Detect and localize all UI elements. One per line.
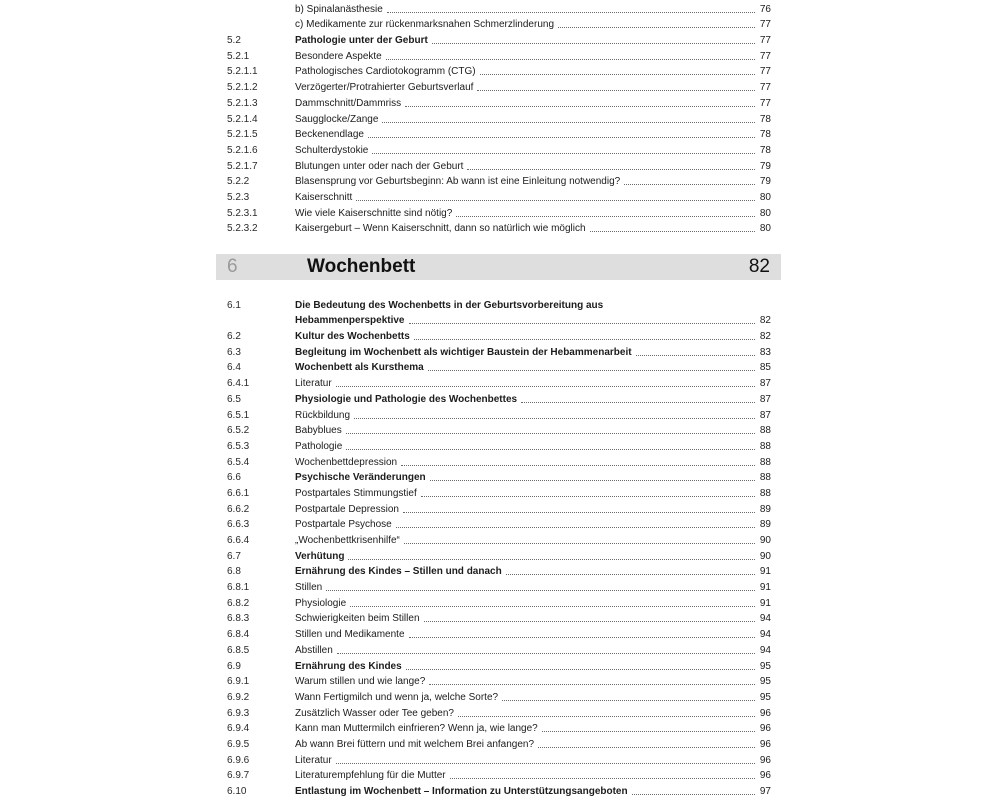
toc-entry — [227, 469, 771, 485]
toc-entry-number: 6.5 — [227, 393, 241, 405]
toc-entry — [227, 47, 771, 63]
toc-entry — [227, 594, 771, 610]
toc-entry-title: c) Medikamente zur rückenmarksnahen Schmerzlinderung — [295, 19, 555, 31]
toc-entry — [227, 563, 771, 579]
toc-entry — [227, 720, 771, 736]
toc-entry-page-number: 88 — [759, 487, 771, 499]
dot-leader — [368, 136, 755, 138]
toc-entry-page-number: 89 — [759, 519, 771, 531]
toc-entry-number: 6.8.2 — [227, 597, 250, 609]
dot-leader — [350, 605, 755, 607]
dot-leader — [632, 793, 755, 795]
toc-entry-page-number: 94 — [759, 613, 771, 625]
toc-entry — [227, 782, 771, 798]
toc-entry-number: 6.5.3 — [227, 440, 250, 452]
toc-entry-number: 6.8.4 — [227, 629, 250, 641]
toc-entry-page-number: 95 — [759, 676, 771, 688]
toc-entry-title: Pathologisches Cardiotokogramm (CTG) — [295, 66, 476, 78]
dot-leader — [386, 58, 755, 60]
toc-entry-page-number: 95 — [759, 691, 771, 703]
toc-entry-page-number: 78 — [759, 144, 771, 156]
toc-entry-number: 6.6.1 — [227, 487, 250, 499]
toc-entry-number: 5.2.1.3 — [227, 97, 258, 109]
toc-entry-title: Psychische Veränderungen — [295, 472, 426, 484]
dot-leader — [458, 715, 755, 717]
toc-entry-page-number: 76 — [759, 3, 771, 15]
toc-entry — [227, 547, 771, 563]
chapter-heading — [216, 254, 781, 280]
toc-entry-page-number: 85 — [759, 362, 771, 374]
toc-entry-page-number: 95 — [759, 660, 771, 672]
toc-entry-title: Schwierigkeiten beim Stillen — [295, 613, 420, 625]
toc-entry-title: Begleitung im Wochenbett als wichtiger Baustein der Hebammenarbeit — [295, 346, 632, 358]
toc-entry-page-number: 90 — [759, 550, 771, 562]
toc-entry-title: b) Spinalanästhesie — [295, 3, 383, 15]
toc-entry-page-number: 77 — [759, 19, 771, 31]
toc-entry-number: 6.6.3 — [227, 519, 250, 531]
toc-entry-page-number: 79 — [759, 160, 771, 172]
toc-entry-title: Babyblues — [295, 425, 342, 437]
toc-entry-number: 6.7 — [227, 550, 241, 562]
toc-entry-title: Blutungen unter oder nach der Geburt — [295, 160, 464, 172]
dot-leader — [590, 230, 755, 232]
toc-entry-page-number: 96 — [759, 770, 771, 782]
toc-entry-title: Literaturempfehlung für die Mutter — [295, 770, 446, 782]
toc-entry-title: Wie viele Kaiserschnitte sind nötig? — [295, 207, 453, 219]
toc-entry — [227, 641, 771, 657]
toc-entry — [227, 157, 771, 173]
toc-entry-page-number: 77 — [759, 66, 771, 78]
toc-entry — [227, 141, 771, 157]
toc-entry-title: Saugglocke/Zange — [295, 113, 379, 125]
dot-leader — [382, 121, 755, 123]
toc-entry-title: Kaisergeburt – Wenn Kaiserschnitt, dann so natürlich wie möglich — [295, 223, 586, 235]
toc-entry-page-number: 88 — [759, 456, 771, 468]
toc-entry-number: 6.4 — [227, 362, 241, 374]
dot-leader — [346, 432, 755, 434]
toc-section-chapter-6 — [227, 296, 771, 798]
toc-entry-title: Verzögerter/Protrahierter Geburtsverlauf — [295, 82, 474, 94]
dot-leader — [336, 385, 755, 387]
toc-entry — [227, 578, 771, 594]
toc-entry-number: 6.2 — [227, 331, 241, 343]
toc-entry-number: 6.4.1 — [227, 378, 250, 390]
toc-entry — [227, 374, 771, 390]
toc-entry — [227, 188, 771, 204]
toc-entry — [227, 500, 771, 516]
toc-entry — [227, 610, 771, 626]
toc-entry — [227, 531, 771, 547]
toc-entry-number: 5.2.1.4 — [227, 113, 258, 125]
toc-entry — [227, 359, 771, 375]
toc-entry-number: 6.6.4 — [227, 535, 250, 546]
toc-entry-title: Wochenbett als Kursthema — [295, 362, 424, 374]
toc-entry-number: 6.1 — [227, 299, 241, 311]
toc-entry-page-number: 96 — [759, 754, 771, 766]
dot-leader — [337, 652, 755, 654]
chapter-title: Wochenbett — [307, 256, 416, 277]
toc-entry-title: Ab wann Brei füttern und mit welchem Brei anfangen? — [295, 738, 535, 750]
toc-entry-number: 6.9.1 — [227, 676, 250, 688]
toc-entry-title: „Wochenbettkrisenhilfe“ — [295, 535, 400, 546]
toc-entry-title: Kaiserschnitt — [295, 191, 353, 203]
toc-entry — [227, 625, 771, 641]
toc-entry — [227, 484, 771, 500]
toc-entry-number: 5.2 — [227, 35, 241, 47]
toc-entry-title: Die Bedeutung des Wochenbetts in der Geburtsvorbereitung aus — [295, 299, 604, 311]
toc-entry-title: Abstillen — [295, 644, 333, 656]
toc-entry-title: Physiologie — [295, 597, 347, 609]
toc-entry-title: Wann Fertigmilch und wenn ja, welche Sorte? — [295, 691, 499, 703]
toc-entry-title: Wochenbettdepression — [295, 456, 398, 468]
toc-entry-page-number: 77 — [759, 97, 771, 109]
dot-leader — [348, 558, 755, 560]
toc-entry-number: 6.9.4 — [227, 723, 250, 735]
dot-leader — [424, 620, 755, 622]
toc-entry-number: 6.9.7 — [227, 770, 250, 782]
toc-entry-page-number: 88 — [759, 472, 771, 484]
toc-entry-title: Literatur — [295, 754, 332, 766]
dot-leader — [502, 699, 755, 701]
toc-entry-page-number: 78 — [759, 113, 771, 125]
toc-entry-title: Entlastung im Wochenbett – Information zu Unterstützungsangeboten — [295, 786, 628, 797]
dot-leader — [542, 730, 755, 732]
dot-leader — [467, 168, 755, 170]
toc-entry-page-number: 87 — [759, 393, 771, 405]
dot-leader — [401, 464, 755, 466]
toc-entry-title: Warum stillen und wie lange? — [295, 676, 426, 688]
toc-entry-title: Stillen — [295, 582, 323, 594]
dot-leader — [477, 89, 755, 91]
toc-entry — [227, 110, 771, 126]
toc-entry-number: 6.3 — [227, 346, 241, 358]
dot-leader — [409, 322, 756, 324]
toc-entry-page-number: 77 — [759, 35, 771, 47]
toc-entry-number: 6.5.1 — [227, 409, 250, 421]
dot-leader — [409, 636, 755, 638]
dot-leader — [421, 495, 755, 497]
dot-leader — [636, 354, 755, 356]
toc-entry-title: Physiologie und Pathologie des Wochenbettes — [295, 393, 518, 405]
dot-leader — [429, 683, 755, 685]
toc-entry — [227, 296, 771, 312]
dot-leader — [326, 589, 755, 591]
toc-entry-page-number: 82 — [759, 331, 771, 343]
dot-leader — [450, 777, 755, 779]
toc-entry — [227, 673, 771, 689]
dot-leader — [346, 448, 755, 450]
toc-entry-number: 5.2.3 — [227, 191, 250, 203]
toc-entry-page-number: 90 — [759, 535, 771, 546]
dot-leader — [403, 511, 755, 513]
toc-entry — [227, 704, 771, 720]
toc-entry-title: Rückbildung — [295, 409, 351, 421]
toc-entry — [227, 343, 771, 359]
toc-entry-page-number: 94 — [759, 644, 771, 656]
toc-entry-number: 5.2.1.7 — [227, 160, 258, 172]
toc-entry-page-number: 82 — [759, 315, 771, 327]
dot-leader — [607, 308, 767, 309]
toc-entry-number: 6.8.1 — [227, 582, 250, 594]
toc-entry — [227, 63, 771, 79]
toc-entry-page-number: 96 — [759, 707, 771, 719]
toc-entry-page-number: 91 — [759, 582, 771, 594]
toc-entry — [227, 751, 771, 767]
toc-entry — [227, 390, 771, 406]
toc-entry — [227, 422, 771, 438]
toc-entry — [227, 94, 771, 110]
toc-entry-page-number: 80 — [759, 191, 771, 203]
dot-leader — [456, 215, 755, 217]
dot-leader — [432, 42, 755, 44]
toc-entry-page-number: 80 — [759, 207, 771, 219]
toc-entry-title: Blasensprung vor Geburtsbeginn: Ab wann ist eine Einleitung notwendig? — [295, 176, 621, 188]
dot-leader — [336, 762, 755, 764]
toc-entry — [227, 126, 771, 142]
dot-leader — [405, 105, 755, 107]
toc-entry-title: Hebammenperspektive — [295, 315, 405, 327]
toc-entry — [227, 767, 771, 783]
toc-entry-title: Zusätzlich Wasser oder Tee geben? — [295, 707, 454, 719]
toc-entry-title: Pathologie unter der Geburt — [295, 35, 428, 47]
toc-entry-title: Ernährung des Kindes — [295, 660, 402, 672]
dot-leader — [396, 526, 755, 528]
dot-leader — [430, 479, 755, 481]
toc-entry-title: Stillen und Medikamente — [295, 629, 405, 641]
toc-entry-page-number: 94 — [759, 629, 771, 641]
toc-entry-number: 6.10 — [227, 786, 247, 797]
toc-entry — [227, 406, 771, 422]
toc-entry-title: Dammschnitt/Dammriss — [295, 97, 402, 109]
toc-entry-page-number: 83 — [759, 346, 771, 358]
toc-entry-number: 6.9.2 — [227, 691, 250, 703]
toc-entry — [227, 31, 771, 47]
toc-entry — [227, 173, 771, 189]
toc-entry-page-number: 96 — [759, 723, 771, 735]
dot-leader — [354, 417, 755, 419]
toc-entry-title: Kann man Muttermilch einfrieren? Wenn ja, wie lange? — [295, 723, 538, 735]
toc-entry-number: 6.5.4 — [227, 456, 250, 468]
toc-entry-page-number: 79 — [759, 176, 771, 188]
dot-leader — [521, 401, 755, 403]
toc-entry-number: 6.8 — [227, 566, 241, 578]
toc-entry-title: Ernährung des Kindes – Stillen und danach — [295, 566, 502, 578]
toc-entry — [227, 657, 771, 673]
dot-leader — [356, 199, 755, 201]
toc-entry-number: 6.9.3 — [227, 707, 250, 719]
toc-entry-title: Literatur — [295, 378, 332, 390]
toc-entry-page-number: 91 — [759, 597, 771, 609]
toc-entry-title: Postpartale Depression — [295, 503, 399, 515]
dot-leader — [414, 338, 755, 340]
toc-entry-title: Pathologie — [295, 440, 343, 452]
toc-entry-number: 5.2.3.1 — [227, 207, 258, 219]
dot-leader — [538, 746, 755, 748]
toc-entry-page-number: 91 — [759, 566, 771, 578]
toc-entry — [227, 453, 771, 469]
dot-leader — [480, 73, 755, 75]
toc-entry-title: Postpartales Stimmungstief — [295, 487, 417, 499]
dot-leader — [387, 11, 755, 13]
toc-entry-title: Schulterdystokie — [295, 144, 369, 156]
dot-leader — [372, 152, 755, 154]
dot-leader — [558, 26, 755, 28]
toc-entry-page-number: 88 — [759, 440, 771, 452]
toc-entry-page-number: 89 — [759, 503, 771, 515]
toc-entry — [227, 327, 771, 343]
toc-entry-page-number: 96 — [759, 738, 771, 750]
toc-entry-number: 6.5.2 — [227, 425, 250, 437]
toc-entry — [227, 312, 771, 328]
toc-entry — [227, 688, 771, 704]
toc-entry-page-number: 77 — [759, 82, 771, 94]
toc-entry-page-number: 87 — [759, 409, 771, 421]
toc-entry-number: 6.6 — [227, 472, 241, 484]
toc-entry-number: 6.8.3 — [227, 613, 250, 625]
dot-leader — [406, 668, 755, 670]
toc-entry — [227, 220, 771, 236]
toc-entry — [227, 735, 771, 751]
dot-leader — [624, 183, 755, 185]
toc-entry-number: 6.6.2 — [227, 503, 250, 515]
toc-entry-number: 5.2.1.2 — [227, 82, 258, 94]
toc-entry-number: 6.8.5 — [227, 644, 250, 656]
toc-entry — [227, 437, 771, 453]
toc-entry-title: Postpartale Psychose — [295, 519, 392, 531]
toc-entry-number: 5.2.1.1 — [227, 66, 258, 78]
toc-entry-number: 6.9.6 — [227, 754, 250, 766]
toc-entry-title: Besondere Aspekte — [295, 50, 382, 62]
toc-entry-page-number: 88 — [759, 425, 771, 437]
dot-leader — [428, 369, 755, 371]
dot-leader — [404, 542, 755, 544]
toc-entry-number: 6.9.5 — [227, 738, 250, 750]
toc-entry-page-number: 97 — [759, 786, 771, 797]
toc-entry — [227, 204, 771, 220]
toc-entry-title: Beckenendlage — [295, 129, 364, 141]
toc-entry-number: 5.2.2 — [227, 176, 250, 188]
toc-section-chapter-5 — [227, 0, 771, 235]
chapter-number: 6 — [227, 256, 238, 277]
toc-entry-page-number: 77 — [759, 50, 771, 62]
toc-entry — [227, 516, 771, 532]
toc-entry-number: 5.2.1.5 — [227, 129, 258, 141]
dot-leader — [506, 573, 755, 575]
toc-entry-page-number: 80 — [759, 223, 771, 235]
toc-entry — [227, 16, 771, 32]
toc-entry-number: 5.2.3.2 — [227, 223, 258, 235]
toc-entry-title: Verhütung — [295, 550, 345, 562]
toc-entry-number: 5.2.1 — [227, 50, 250, 62]
toc-entry — [227, 78, 771, 94]
toc-entry-page-number: 78 — [759, 129, 771, 141]
chapter-page-number: 82 — [748, 256, 770, 277]
toc-entry-number: 6.9 — [227, 660, 241, 672]
toc-entry — [227, 0, 771, 16]
toc-entry-page-number: 87 — [759, 378, 771, 390]
toc-entry-title: Kultur des Wochenbetts — [295, 331, 410, 343]
toc-entry-number: 5.2.1.6 — [227, 144, 258, 156]
